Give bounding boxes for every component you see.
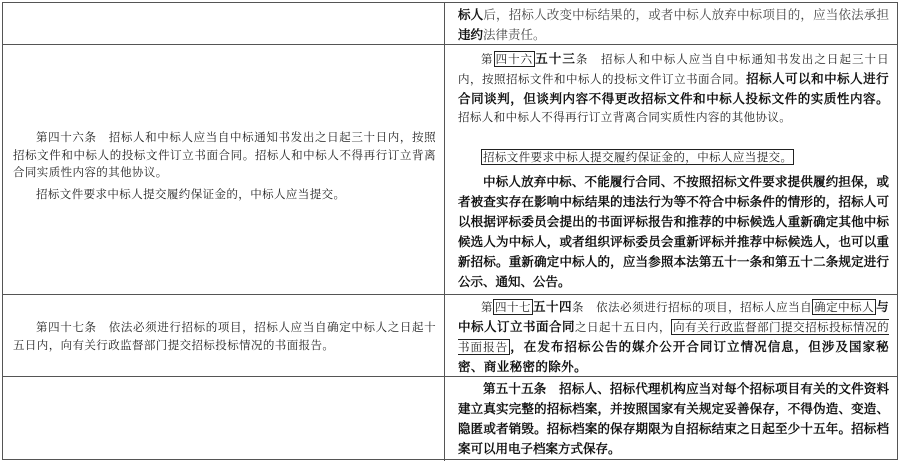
new-text-cell [445,295,897,376]
article-54-new: 第 四十七 五十四条 依法必须进行招标的项目，招标人应当自 确定中标人 与中标人订立书面合同之日起十五日内， 向有关行政监督部门提交招标投标情况的书面报告 ，在发布招标公告的媒介公开合同订立情况信息，但涉及国家秘密、商业秘密的除外。 [458,299,890,374]
article-53-new-p3: 中标人放弃中标、不能履行合同、不按照招标文件要求提供履约担保，或者被查实存在影响中标结果的违法行为等不符合中标条件的情形的，招标人可以根据评标委员会提出的书面评标报告和推荐的中标候选人重新确定其他中标候选人为中标人，或者组织评标委员会重新评标并推荐中标候选人，也可以重新招标。重新确定中标人的，应当参照本法第五十一条和第五十二条规定进行公示、通知、公告。 [458,174,889,289]
table-row [3,3,897,45]
table-row [3,295,897,377]
article-55-new: 第五十五条 招标人、招标代理机构应当对每个招标项目有关的文件资料建立真实完整的招标档案，并按照国家有关规定妥善保存，不得伪造、变造、隐匿或者销毁。招标档案的保存期限为自招标结束之日起至少十五年。招标档案可以用电子档案方式保存。 [458,381,889,456]
article-46-old-p2: 招标文件要求中标人提交履约保证金的，中标人应当提交。 [36,187,346,201]
deleted-number: 四十六 [495,52,534,66]
new-text-cell [445,377,897,461]
boxed-text: 向有关行政监督部门提交招标投标情况的书面报告 [458,320,890,354]
new-text-cell [445,3,897,44]
old-text-cell [3,45,445,294]
boxed-text: 确定中标人 [814,300,875,314]
added-text: 招标人可以和中标人进行合同谈判，但谈判内容不得更改招标文件和中标人投标文件的实质性内容。 [458,71,889,106]
table-row [3,45,897,295]
table-row [3,377,897,461]
article-53-new-p2 [458,149,889,167]
article-53-new: 第 四十六 五十三条 招标人和中标人应当自中标通知书发出之日起三十日内，按照招标文件和中标人的投标文件订立书面合同。招标人可以和中标人进行合同谈判，但谈判内容不得更改招标文件和中标人投标文件的实质性内容。招标人和中标人不得再行订立背离合同实质性内容的其他协议。 [458,51,890,124]
boxed-text: 招标文件要求中标人提交履约保证金的，中标人应当提交。 [483,150,793,164]
added-number: 五十四 [533,299,573,314]
old-text-cell [3,295,445,376]
article-46-old: 第四十六条 招标人和中标人应当自中标通知书发出之日起三十日内，按照招标文件和中标人的投标文件订立书面合同。招标人和中标人不得再行订立背离合同实质性内容的其他协议。 [13,130,436,179]
article-47-old: 第四十七条 依法必须进行招标的项目，招标人应当自确定中标人之日起十五日内，向有关行政监督部门提交招标投标情况的书面报告。 [13,320,436,352]
new-text-cell [445,45,897,294]
old-text-cell [3,3,445,44]
added-text: 与中标人订立书面合同 [458,299,890,334]
comparison-table [2,2,898,460]
added-text: ，在发布招标公告的媒介公开合同订立情况信息，但涉及国家秘密、商业秘密的除外。 [458,339,890,374]
added-number: 五十三 [535,51,576,66]
deleted-number: 四十七 [495,300,532,314]
continuation-paragraph: 标人后，招标人改变中标结果的，或者中标人放弃中标项目的，应当依法承担违约法律责任。 [458,7,889,42]
old-text-cell [3,377,445,461]
